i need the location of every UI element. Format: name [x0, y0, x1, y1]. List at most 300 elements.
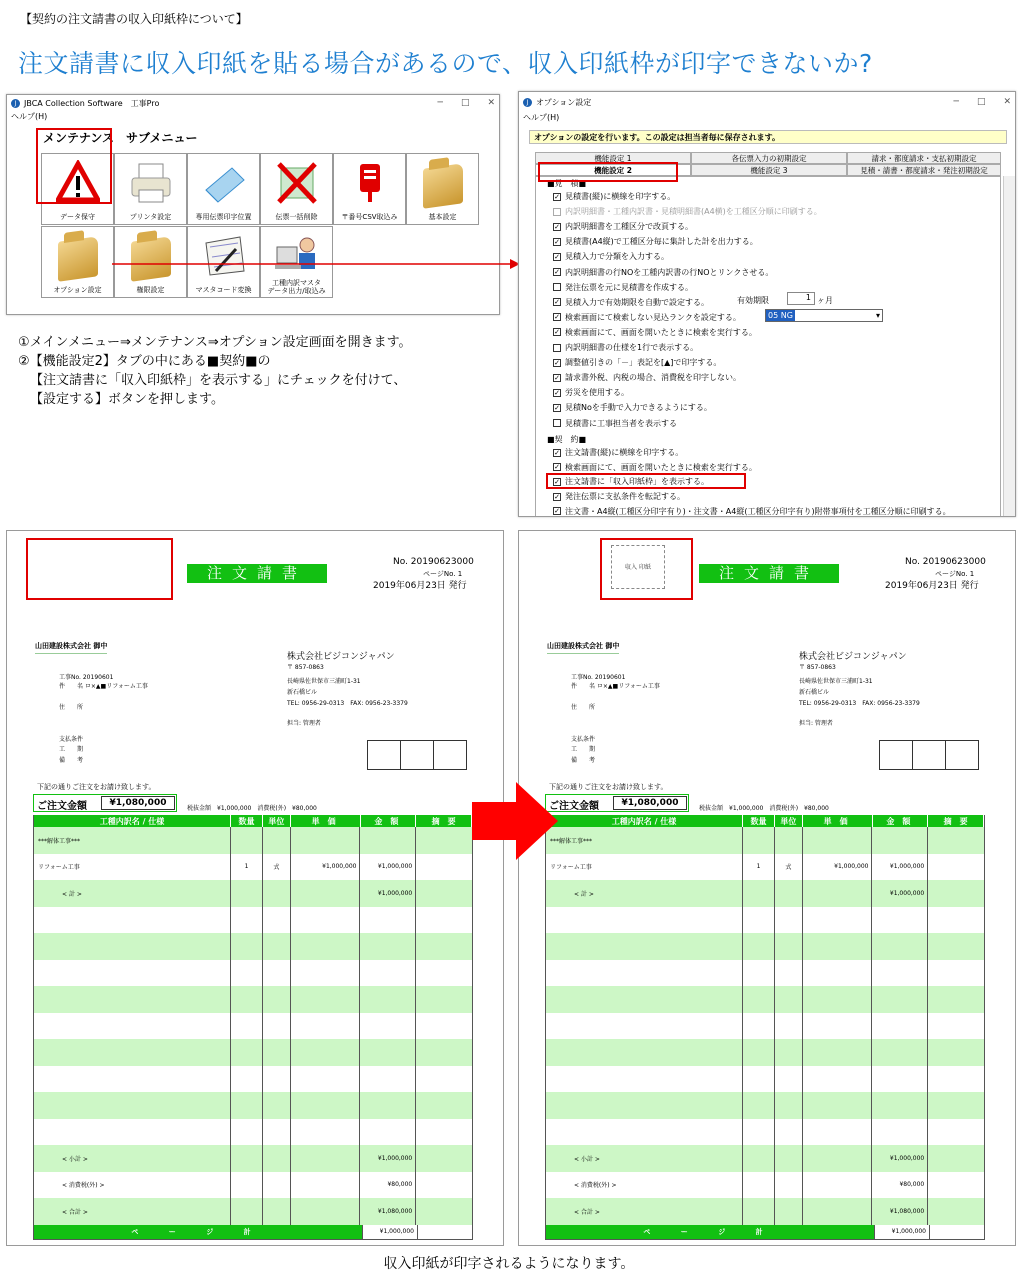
doc-table-cell — [416, 1066, 472, 1093]
option-label: 見積Noを手動で入力できるようにする。 — [565, 403, 712, 413]
doc-number: No. 20190623000 — [393, 557, 474, 567]
doc-place: 住 所 — [571, 704, 596, 711]
doc-table-cell — [360, 986, 416, 1013]
tab-initial-slip-settings[interactable]: 各伝票入力の初期設定 — [691, 152, 847, 164]
doc-table-cell — [775, 880, 803, 907]
doc-table-cell — [291, 1039, 361, 1066]
doc-table-cell — [775, 1145, 803, 1172]
minimize-icon[interactable]: ─ — [437, 98, 443, 108]
doc-table-cell: ¥1,000,000 — [872, 854, 928, 881]
doc-table-cell — [775, 827, 803, 854]
doc-table-cell — [416, 880, 472, 907]
doc-table-cell — [263, 986, 291, 1013]
doc-table-cell: < 小計 > — [546, 1145, 743, 1172]
doc-table-cell — [231, 1145, 263, 1172]
delete-icon — [275, 160, 319, 206]
doc-table-cell — [928, 1172, 984, 1199]
folder-icon — [423, 163, 463, 209]
checkbox[interactable] — [553, 283, 561, 291]
doc-table-cell — [231, 880, 263, 907]
checkbox[interactable]: ✓ — [554, 252, 560, 261]
doc-intro: 下記の通りご注文をお請け致します。 — [37, 783, 156, 791]
doc-table-row — [34, 1119, 472, 1146]
checkbox[interactable]: ✓ — [554, 492, 560, 501]
estimate-option[interactable] — [553, 267, 773, 278]
estimate-option[interactable] — [553, 387, 629, 398]
doc-total-value: ¥1,080,000 — [101, 796, 175, 810]
tab-billing-initial-settings[interactable]: 請求・都度請求・支払初期設定 — [847, 152, 1001, 164]
tab-function-settings-1[interactable]: 機能設定 1 — [535, 152, 691, 164]
doc-table-row — [34, 1172, 472, 1199]
doc-table-cell — [775, 1066, 803, 1093]
tile-label: オプション設定 — [53, 286, 102, 294]
doc-table-cell — [872, 933, 928, 960]
minimize-icon[interactable]: ─ — [953, 97, 959, 107]
doc-table-cell — [803, 1145, 873, 1172]
doc-table-row — [546, 986, 984, 1013]
checkbox[interactable]: ✓ — [554, 373, 560, 382]
checkbox[interactable]: ✓ — [554, 268, 560, 276]
tab-function-settings-2[interactable]: 機能設定 2 — [535, 164, 691, 176]
doc-table-cell — [546, 986, 743, 1013]
doc-table-cell: 1 — [231, 854, 263, 881]
doc-table-cell — [803, 1119, 873, 1146]
doc-table-cell — [872, 1119, 928, 1146]
doc-table-cell — [803, 1039, 873, 1066]
doc-table-cell — [416, 827, 472, 854]
doc-table-cell: < 消費税(外) > — [546, 1172, 743, 1199]
doc-table-row — [546, 1198, 984, 1225]
doc-table-row — [34, 1145, 472, 1172]
printer-icon — [129, 160, 173, 206]
doc-zip: 〒 857-0863 — [287, 664, 324, 671]
doc-table-row — [546, 933, 984, 960]
option-label: 見積入力で有効期限を自動で設定する。 — [565, 297, 709, 307]
doc-table-cell — [743, 880, 775, 907]
doc-table-cell — [743, 1092, 775, 1119]
doc-approval-boxes — [879, 740, 979, 770]
estimate-option[interactable] — [553, 357, 721, 368]
doc-table-cell — [416, 1092, 472, 1119]
estimate-option[interactable] — [553, 418, 677, 429]
estimate-option[interactable] — [553, 191, 675, 202]
doc-table-cell — [416, 1172, 472, 1199]
doc-table-cell — [34, 986, 231, 1013]
doc-table-cell — [803, 907, 873, 934]
doc-table-cell — [263, 1066, 291, 1093]
doc-table-cell — [872, 1066, 928, 1093]
doc-table-row — [34, 854, 472, 881]
tile-bulk-delete[interactable] — [260, 153, 333, 225]
doc-person: 担当: 管理者 — [287, 720, 321, 727]
doc-table-cell — [263, 880, 291, 907]
doc-table-cell — [928, 854, 984, 881]
tile-zip-csv-import[interactable] — [333, 153, 406, 225]
doc-table-cell — [231, 986, 263, 1013]
doc-table-cell — [291, 986, 361, 1013]
doc-table-row — [34, 1092, 472, 1119]
doc-table-row — [34, 1066, 472, 1093]
highlight-tab-2 — [538, 162, 678, 182]
doc-table-cell: ¥1,080,000 — [872, 1198, 928, 1225]
checkbox[interactable]: ✓ — [554, 298, 560, 307]
doc-date: 2019年06月23日 発行 — [885, 581, 979, 591]
option-label: 内訳明細書の仕様を1行で表示する。 — [565, 343, 699, 352]
doc-table-cell — [743, 1119, 775, 1146]
estimate-option[interactable] — [553, 221, 693, 232]
doc-table-cell — [928, 1198, 984, 1225]
doc-header-cell: 工種内訳名 / 仕様 — [546, 815, 743, 827]
instruction-line-2: ②【機能設定2】タブの中にある■契約■の — [18, 354, 271, 369]
doc-table-cell — [872, 827, 928, 854]
doc-project-no: 工事No. 20190601 — [571, 674, 626, 681]
maximize-icon[interactable]: □ — [460, 98, 470, 108]
doc-table-cell — [231, 933, 263, 960]
tile-slip-print-position[interactable] — [187, 153, 260, 225]
contract-option[interactable] — [553, 506, 951, 517]
doc-table-cell — [743, 1145, 775, 1172]
order-doc-after — [518, 530, 1016, 1246]
doc-table-cell — [546, 960, 743, 987]
doc-table-cell — [416, 1145, 472, 1172]
estimate-option[interactable] — [553, 402, 712, 413]
doc-table-cell — [291, 1145, 361, 1172]
validity-label: 有効期限 — [737, 296, 769, 305]
connector-arrow — [112, 258, 520, 270]
doc-page-label: ペ ー ジ 計 — [34, 1225, 362, 1239]
doc-page-total-row — [546, 1225, 984, 1239]
doc-pay-terms: 支払条件 — [571, 736, 596, 743]
estimate-option[interactable] — [553, 251, 669, 262]
doc-table-cell — [360, 1119, 416, 1146]
doc-table-cell — [291, 1092, 361, 1119]
checkbox[interactable]: ✓ — [554, 222, 560, 231]
doc-page-total: ¥1,000,000 — [362, 1225, 418, 1239]
options-menu-help[interactable]: ヘルプ(H) — [523, 113, 560, 122]
doc-address2: 新石橋ビル — [799, 689, 830, 696]
doc-table-cell — [291, 1198, 361, 1225]
doc-table-cell — [231, 827, 263, 854]
checkbox[interactable]: ✓ — [554, 403, 560, 412]
highlight-stamp-option — [546, 473, 746, 489]
checkbox[interactable]: ✓ — [554, 388, 560, 397]
doc-table-cell — [291, 1172, 361, 1199]
doc-table-cell — [416, 854, 472, 881]
doc-table-cell — [231, 1092, 263, 1119]
doc-title: 注文請書 — [699, 564, 839, 583]
doc-table-cell — [803, 986, 873, 1013]
doc-customer: 山田建設株式会社 御中 — [35, 641, 107, 654]
validity-unit: ヶ月 — [817, 296, 833, 305]
doc-table-cell — [928, 880, 984, 907]
tab-function-settings-3[interactable]: 機能設定 3 — [691, 164, 847, 176]
doc-table-cell — [263, 1013, 291, 1040]
doc-table-cell — [928, 1039, 984, 1066]
doc-table-cell — [803, 960, 873, 987]
doc-table-cell — [775, 1119, 803, 1146]
doc-header-cell: 工種内訳名 / 仕様 — [34, 815, 231, 827]
doc-table-cell — [263, 907, 291, 934]
doc-table-cell — [803, 933, 873, 960]
doc-table-cell — [34, 1092, 231, 1119]
doc-person: 担当: 管理者 — [799, 720, 833, 727]
doc-table-cell: ¥80,000 — [360, 1172, 416, 1199]
tile-label: 専用伝票印字位置 — [195, 213, 252, 221]
checkbox[interactable] — [553, 419, 561, 427]
instruction-line-1: ①メインメニュー⇒メンテナンス⇒オプション設定画面を開きます。 — [18, 335, 412, 350]
doc-table-cell — [231, 907, 263, 934]
contract-option[interactable] — [553, 462, 757, 473]
checkbox[interactable]: ✓ — [554, 463, 560, 472]
checkbox[interactable]: ✓ — [554, 313, 560, 322]
doc-table-cell: ¥1,000,000 — [872, 1145, 928, 1172]
option-label: 検索画面にて、画面を開いたときに検索を実行する。 — [565, 327, 757, 337]
doc-table-row — [34, 1198, 472, 1225]
doc-table-cell — [546, 1039, 743, 1066]
app-icon: J — [11, 99, 20, 108]
checkbox[interactable]: ✓ — [554, 477, 560, 486]
options-window — [518, 91, 1016, 517]
doc-table-cell: 式 — [263, 854, 291, 881]
submenu-heading: メンテナンス サブメニュー — [43, 131, 198, 145]
doc-table-cell — [263, 1092, 291, 1119]
doc-address1: 長崎県佐世保市三浦町1-31 — [287, 678, 361, 685]
doc-header-cell: 単 価 — [803, 815, 873, 827]
tile-basic-settings[interactable] — [406, 153, 479, 225]
checkbox[interactable]: ✓ — [554, 237, 560, 246]
doc-remarks: 備 考 — [571, 757, 596, 764]
doc-total-label: ご注文金額 — [37, 801, 87, 812]
tile-option-settings[interactable] — [41, 226, 114, 298]
doc-table-cell — [416, 1013, 472, 1040]
doc-table-cell — [743, 933, 775, 960]
doc-table-cell — [263, 933, 291, 960]
doc-table-cell — [803, 827, 873, 854]
doc-table-cell — [775, 1013, 803, 1040]
checkbox[interactable]: ✓ — [554, 358, 560, 367]
doc-date: 2019年06月23日 発行 — [373, 581, 467, 591]
doc-table-cell: リフォーム工事 — [546, 854, 743, 881]
doc-pay-terms: 支払条件 — [59, 736, 84, 743]
doc-table-cell: 1 — [743, 854, 775, 881]
doc-table-cell — [416, 1039, 472, 1066]
doc-table-row — [34, 827, 472, 854]
doc-table-row — [34, 933, 472, 960]
doc-table-cell — [34, 907, 231, 934]
section-contract: ■契 約■ — [547, 435, 587, 444]
options-banner: オプションの設定を行います。この設定は担当者毎に保存されます。 — [529, 130, 1007, 144]
doc-table-row — [546, 907, 984, 934]
big-right-arrow — [472, 782, 558, 860]
option-label: 内訳明細書を工種区分で改頁する。 — [565, 222, 693, 232]
doc-table-cell — [263, 1039, 291, 1066]
doc-table-cell: ¥1,000,000 — [803, 854, 873, 881]
doc-table-header — [546, 815, 984, 827]
estimate-option[interactable] — [553, 236, 758, 247]
doc-table-row — [546, 880, 984, 907]
doc-table-cell: ¥1,080,000 — [360, 1198, 416, 1225]
tile-label: 伝票一括削除 — [275, 213, 318, 221]
doc-table-cell — [928, 1092, 984, 1119]
doc-table-row — [34, 880, 472, 907]
doc-table-cell: ¥80,000 — [872, 1172, 928, 1199]
doc-header-cell: 単位 — [263, 815, 291, 827]
checkbox[interactable]: ✓ — [554, 507, 560, 516]
map-icon — [202, 233, 246, 279]
options-window-title: オプション設定 — [536, 97, 592, 107]
checkbox[interactable] — [553, 344, 561, 352]
doc-table-cell — [872, 986, 928, 1013]
doc-table-row — [546, 1039, 984, 1066]
doc-title: 注文請書 — [187, 564, 327, 583]
doc-table-cell — [546, 1092, 743, 1119]
tile-label: データ保守 — [60, 213, 95, 221]
doc-table-cell — [743, 960, 775, 987]
order-doc-before — [6, 530, 504, 1246]
doc-page-no: ページNo. 1 — [935, 570, 975, 578]
doc-table-cell — [872, 1039, 928, 1066]
option-label: 検索画面にて検索しない見込ランクを設定する。 — [565, 312, 741, 322]
doc-total-label: ご注文金額 — [549, 801, 599, 812]
estimate-option[interactable] — [553, 282, 693, 293]
doc-tax-breakdown: 税抜金額 ¥1,000,000 消費税(外) ¥80,000 — [187, 805, 317, 812]
doc-table-cell — [872, 1092, 928, 1119]
rank-select-value: 05 NG — [768, 311, 793, 320]
doc-table-row — [546, 1119, 984, 1146]
tile-label: 権限設定 — [136, 286, 165, 294]
estimate-option[interactable] — [553, 312, 741, 323]
estimate-option[interactable] — [553, 206, 822, 217]
doc-page-label: ペ ー ジ 計 — [546, 1225, 874, 1239]
doc-table-cell — [803, 880, 873, 907]
tile-label: 基本設定 — [428, 213, 457, 221]
close-icon[interactable]: ✕ — [487, 98, 495, 108]
highlight-empty-stamp-area — [26, 538, 173, 600]
doc-project-no: 工事No. 20190601 — [59, 674, 114, 681]
option-label: 内訳明細書・工種内訳書・見積明細書(A4横)を工種区分順に印刷する。 — [565, 207, 822, 217]
rank-select[interactable] — [765, 309, 883, 322]
doc-table-cell: 式 — [775, 854, 803, 881]
doc-table-cell — [360, 907, 416, 934]
doc-table-cell — [803, 1198, 873, 1225]
tile-printer-settings[interactable] — [114, 153, 187, 225]
doc-table-cell: リフォーム工事 — [34, 854, 231, 881]
doc-table-cell — [360, 933, 416, 960]
doc-table-cell — [34, 1119, 231, 1146]
doc-table-body — [34, 827, 472, 1225]
doc-table-cell — [231, 1119, 263, 1146]
option-label: 注文書・A4縦(工種区分印字有り)・注文書・A4縦(工種区分印字有り)附帯事項付を工種区分順に印刷する。 — [565, 506, 951, 516]
doc-page-total: ¥1,000,000 — [874, 1225, 930, 1239]
doc-table-cell — [416, 933, 472, 960]
doc-table-cell — [263, 1198, 291, 1225]
doc-table-cell — [360, 1066, 416, 1093]
estimate-option[interactable] — [553, 297, 709, 308]
option-label: 調整値引きの「－」表記を[▲]で印字する。 — [565, 358, 722, 368]
options-scrollbar[interactable] — [1003, 176, 1015, 516]
doc-zip: 〒 857-0863 — [799, 664, 836, 671]
doc-table-cell — [291, 960, 361, 987]
doc-table-cell — [743, 1066, 775, 1093]
doc-page-total-row — [34, 1225, 472, 1239]
doc-table-cell — [775, 907, 803, 934]
doc-table-row — [546, 1092, 984, 1119]
estimate-option[interactable] — [553, 372, 741, 383]
checkbox[interactable]: ✓ — [554, 328, 560, 337]
doc-tax-breakdown: 税抜金額 ¥1,000,000 消費税(外) ¥80,000 — [699, 805, 829, 812]
doc-table-cell — [546, 933, 743, 960]
doc-table-cell — [34, 960, 231, 987]
doc-table-cell — [291, 1066, 361, 1093]
contract-option[interactable] — [553, 447, 683, 458]
doc-table-cell: ¥1,000,000 — [360, 854, 416, 881]
doc-table-cell: ¥1,000,000 — [872, 880, 928, 907]
doc-period: 工 期 — [571, 746, 596, 753]
estimate-option[interactable] — [553, 342, 698, 353]
doc-project-name: 件 名 ロ×▲■リフォーム工事 — [571, 683, 660, 690]
doc-tel: TEL: 0956-29-0313 FAX: 0956-23-3379 — [799, 700, 920, 707]
top-caption: 【契約の注文請書の収入印紙枠について】 — [20, 12, 248, 26]
doc-table-cell — [803, 1092, 873, 1119]
estimate-option[interactable] — [553, 327, 757, 338]
menu-help[interactable]: ヘルプ(H) — [11, 112, 48, 121]
doc-table-cell — [775, 1198, 803, 1225]
doc-table-cell — [231, 1039, 263, 1066]
revenue-stamp-frame: 収入 印紙 — [611, 545, 665, 589]
doc-table-cell — [928, 986, 984, 1013]
validity-input[interactable]: 1 — [787, 292, 815, 305]
user-computer-icon — [275, 233, 319, 279]
headline: 注文請書に収入印紙を貼る場合があるので、収入印紙枠が印字できないか? — [18, 49, 873, 78]
doc-project-name: 件 名 ロ×▲■リフォーム工事 — [59, 683, 148, 690]
doc-table-cell — [34, 1066, 231, 1093]
doc-header-cell: 摘 要 — [928, 815, 984, 827]
doc-table-cell: ¥1,000,000 — [291, 854, 361, 881]
doc-table-row — [34, 1013, 472, 1040]
highlight-option-tile — [36, 128, 112, 204]
doc-table-cell — [928, 827, 984, 854]
doc-table-cell: < 計 > — [34, 880, 231, 907]
doc-table-cell — [291, 933, 361, 960]
close-icon[interactable]: ✕ — [1003, 97, 1011, 107]
checkbox[interactable]: ✓ — [554, 192, 560, 201]
contract-option[interactable] — [553, 491, 685, 502]
doc-table-row — [34, 960, 472, 987]
doc-table-row — [34, 1039, 472, 1066]
doc-tel: TEL: 0956-29-0313 FAX: 0956-23-3379 — [287, 700, 408, 707]
doc-table-row — [546, 1172, 984, 1199]
doc-table-body — [546, 827, 984, 1225]
slip-icon — [202, 160, 246, 206]
doc-table-cell — [34, 933, 231, 960]
doc-table-cell — [775, 986, 803, 1013]
doc-address1: 長崎県佐世保市三浦町1-31 — [799, 678, 873, 685]
maximize-icon[interactable]: □ — [976, 97, 986, 107]
doc-table-cell: < 合計 > — [34, 1198, 231, 1225]
doc-table-cell — [743, 827, 775, 854]
option-label: 発注伝票を元に見積書を作成する。 — [565, 282, 693, 292]
doc-number: No. 20190623000 — [905, 557, 986, 567]
checkbox[interactable]: ✓ — [554, 448, 560, 457]
doc-table-cell — [872, 907, 928, 934]
doc-approval-boxes — [367, 740, 467, 770]
checkbox[interactable] — [553, 208, 561, 216]
doc-table-cell — [928, 1066, 984, 1093]
tab-estimate-initial-settings[interactable]: 見積・請書・都度請求・発注初期設定 — [847, 164, 1001, 176]
option-label: 見積入力で分類を入力する。 — [565, 252, 669, 262]
doc-table-cell — [360, 1013, 416, 1040]
doc-table-cell — [291, 827, 361, 854]
